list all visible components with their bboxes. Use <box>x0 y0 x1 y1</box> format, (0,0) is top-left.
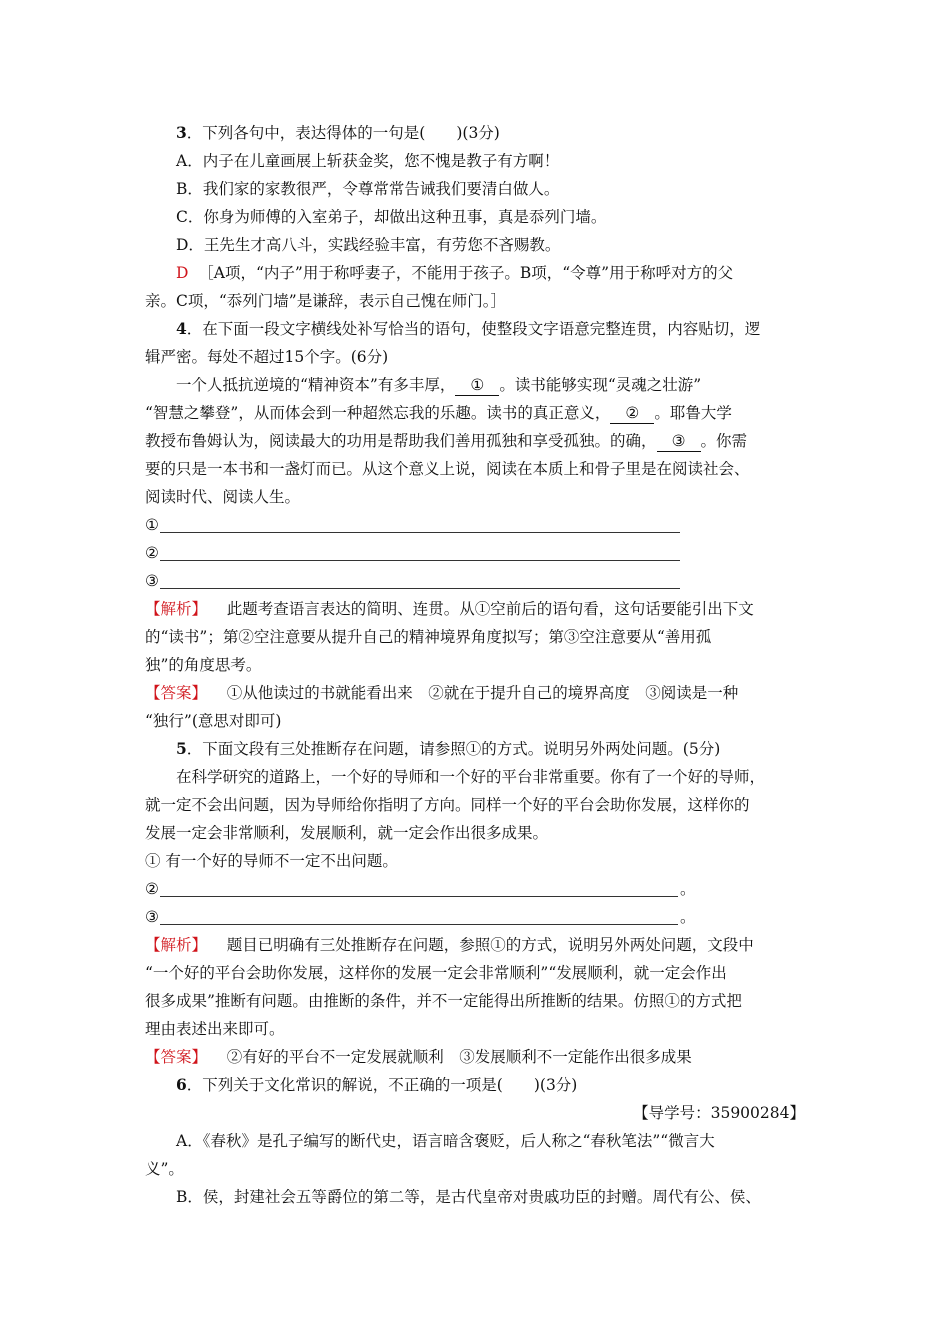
q4-answer-line-3[interactable] <box>160 588 680 589</box>
q4-passage-line1 <box>176 375 836 396</box>
q6-option-a-line1: A．《春秋》是孔子编写的断代史，语言暗含褒贬，后人称之“春秋笔法”“微言大 <box>176 1132 715 1150</box>
q4-analysis-line1: 此题考查语言表达的简明、连贯。从①空前后的语句看，这句话要能引出下文 <box>226 600 754 618</box>
q5-fill-3-end: 。 <box>680 908 696 926</box>
q5-analysis-line2: “一个好的平台会助你发展，这样你的发展一定会非常顺利”“发展顺利，就一定会作出 <box>145 964 727 982</box>
q5-analysis-line4: 理由表述出来即可。 <box>145 1020 285 1038</box>
q3-option-b: B．我们家的家教很严，令尊常常告诫我们要清白做人。 <box>176 180 560 198</box>
q5-analysis <box>145 935 805 955</box>
q5-stem-text: ．下面文段有三处推断存在问题，请参照①的方式。说明另外两处问题。(5分) <box>186 740 721 758</box>
q5-number: 5 <box>176 739 187 758</box>
q6-option-b-line1: B．侯，封建社会五等爵位的第二等，是古代皇帝对贵戚功臣的封赠。周代有公、侯、 <box>176 1188 761 1206</box>
q4-passage-line2 <box>145 403 805 424</box>
q4-passage-line3 <box>145 431 805 452</box>
q5-passage-line1: 在科学研究的道路上，一个好的导师和一个好的平台非常重要。你有了一个好的导师， <box>176 768 766 786</box>
q6-number: 6 <box>176 1075 187 1094</box>
q5-fill-3-label: ③ <box>145 908 159 926</box>
q4-answer-line2: “独行”(意思对即可) <box>145 712 282 730</box>
q4-analysis <box>145 599 805 619</box>
q5-analysis-line3: 很多成果”推断有问题。由推断的条件，并不一定能得出所推断的结果。仿照①的方式把 <box>145 992 742 1010</box>
q3-stem-text: ．下列各句中，表达得体的一句是( )(3分) <box>186 124 500 142</box>
q4-analysis-line2: 的“读书”；第②空注意要从提升自己的精神境界角度拟写；第③空注意要从“善用孤 <box>145 628 712 646</box>
q4-answer <box>145 683 805 703</box>
q4-stem <box>176 319 836 339</box>
q4-answer-line-1[interactable] <box>160 532 680 533</box>
q4-fill-3-label: ③ <box>145 572 159 590</box>
analysis-tag: 【解析】 <box>145 936 208 954</box>
q5-answer-line-2[interactable] <box>160 896 678 897</box>
q3-number: 3 <box>176 123 187 142</box>
q4-passage-text: 教授布鲁姆认为，阅读最大的功用是帮助我们善用孤独和享受孤独。的确， <box>145 432 657 450</box>
q4-blank-3: ③ <box>657 431 701 452</box>
q4-stem-line1: ．在下面一段文字横线处补写恰当的语句，使整段文字语意完整连贯，内容贴切，逻 <box>186 320 761 338</box>
q5-fill-2-label: ② <box>145 880 159 898</box>
q3-stem <box>176 123 836 143</box>
q5-passage-line2: 就一定不会出问题，因为导师给你指明了方向。同样一个好的平台会助你发展，这样你的 <box>145 796 750 814</box>
q4-passage-text: 。耶鲁大学 <box>654 404 732 422</box>
q3-explanation <box>176 263 836 283</box>
q4-answer-line-2[interactable] <box>160 560 680 561</box>
q4-passage-text: 。读书能够实现“灵魂之壮游” <box>499 376 702 394</box>
q4-analysis-line3: 独”的角度思考。 <box>145 656 262 674</box>
answer-tag: 【答案】 <box>145 684 208 702</box>
q4-fill-2-label: ② <box>145 544 159 562</box>
q5-stem <box>176 739 836 759</box>
q4-number: 4 <box>176 319 187 338</box>
q5-passage-line3: 发展一定会非常顺利，发展顺利，就一定会作出很多成果。 <box>145 824 549 842</box>
q3-answer-letter: D <box>176 264 189 282</box>
q3-option-a: A．内子在儿童画展上斩获金奖，您不愧是教子有方啊！ <box>176 152 560 170</box>
q5-example: ① 有一个好的导师不一定不出问题。 <box>145 852 398 870</box>
q4-passage-line5: 阅读时代、阅读人生。 <box>145 488 301 506</box>
q5-answer-line1: ②有好的平台不一定发展就顺利 ③发展顺利不一定能作出很多成果 <box>226 1048 692 1066</box>
q5-answer-line-3[interactable] <box>160 924 678 925</box>
q4-answer-line1: ①从他读过的书就能看出来 ②就在于提升自己的境界高度 ③阅读是一种 <box>226 684 739 702</box>
q4-fill-1-label: ① <box>145 516 159 534</box>
q4-passage-text: “智慧之攀登”，从而体会到一种超然忘我的乐趣。读书的真正意义， <box>145 404 611 422</box>
q3-option-d: D．王先生才高八斗，实践经验丰富，有劳您不吝赐教。 <box>176 236 561 254</box>
q3-explain-line1: ［A项，“内子”用于称呼妻子，不能用于孩子。B项，“令尊”用于称呼对方的父 <box>198 264 734 282</box>
q6-stem <box>176 1075 836 1095</box>
q4-passage-text: 一个人抵抗逆境的“精神资本”有多丰厚， <box>176 376 456 394</box>
q4-passage-text: 。你需 <box>700 432 748 450</box>
q4-blank-2: ② <box>610 403 654 424</box>
q6-option-a-line2: 义”。 <box>145 1160 184 1178</box>
q4-passage-line4: 要的只是一本书和一盏灯而已。从这个意义上说，阅读在本质上和骨子里是在阅读社会、 <box>145 460 750 478</box>
q5-answer <box>145 1047 805 1067</box>
q5-analysis-line1: 题目已明确有三处推断存在问题，参照①的方式，说明另外两处问题，文段中 <box>226 936 754 954</box>
q4-stem-line2: 辑严密。每处不超过15个字。(6分) <box>145 348 389 366</box>
q6-stem-text: ．下列关于文化常识的解说，不正确的一项是( )(3分) <box>186 1076 578 1094</box>
answer-tag: 【答案】 <box>145 1048 208 1066</box>
guide-number: 【导学号：35900284】 <box>633 1104 805 1122</box>
q3-option-c: C．你身为师傅的入室弟子，却做出这种丑事，真是忝列门墙。 <box>176 208 607 226</box>
q3-explain-line2: 亲。C项，“忝列门墙”是谦辞，表示自己愧在师门。］ <box>145 292 506 310</box>
analysis-tag: 【解析】 <box>145 600 208 618</box>
q5-fill-2-end: 。 <box>680 880 696 898</box>
q4-blank-1: ① <box>455 375 499 396</box>
